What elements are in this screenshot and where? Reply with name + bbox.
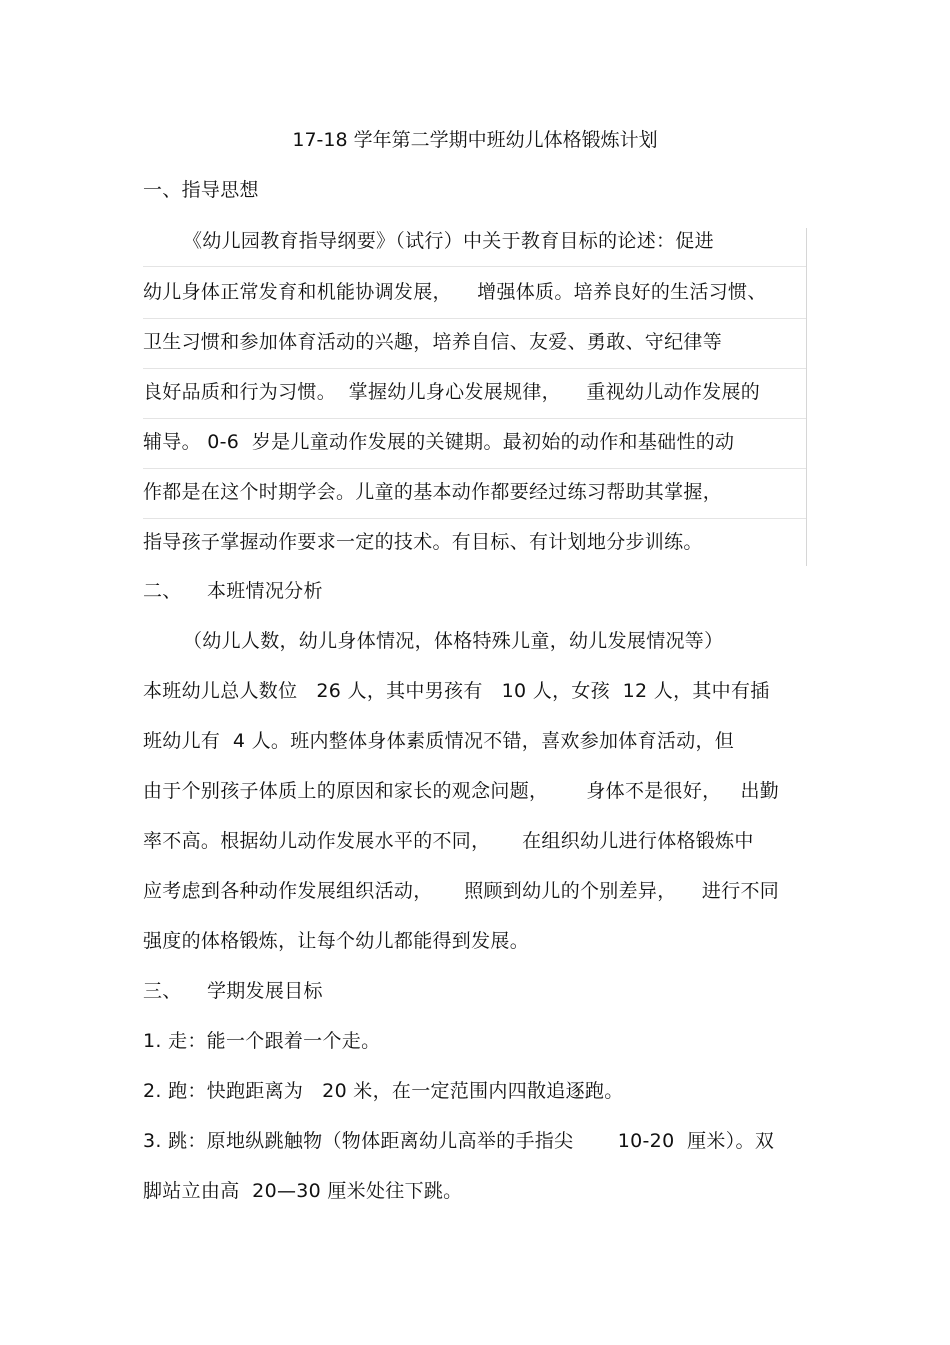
list-item: 1. 走：能一个跟着一个走。 bbox=[143, 1030, 381, 1052]
paragraph-line: 由于个别孩子体质上的原因和家长的观念问题， 身体不是很好， 出勤 bbox=[143, 780, 780, 802]
rule-line bbox=[143, 518, 807, 519]
rule-line bbox=[806, 228, 807, 566]
rule-line bbox=[143, 418, 807, 419]
section-heading: 二、 本班情况分析 bbox=[143, 580, 323, 602]
paragraph-line: 指导孩子掌握动作要求一定的技术。有目标、有计划地分步训练。 bbox=[143, 531, 703, 553]
document-title: 17-18 学年第二学期中班幼儿体格锻炼计划 bbox=[292, 129, 658, 151]
rule-line bbox=[143, 368, 807, 369]
list-item: 3. 跳：原地纵跳触物（物体距离幼儿高举的手指尖 10-20 厘米）。双 bbox=[143, 1130, 775, 1152]
paragraph-line: 辅导。 0-6 岁是儿童动作发展的关键期。最初始的动作和基础性的动 bbox=[143, 431, 735, 453]
rule-line bbox=[143, 318, 807, 319]
rule-line bbox=[143, 266, 807, 267]
paragraph-line: 应考虑到各种动作发展组织活动， 照顾到幼儿的个别差异， 进行不同 bbox=[143, 880, 780, 902]
paragraph-line: 良好品质和行为习惯。 掌握幼儿身心发展规律， 重视幼儿动作发展的 bbox=[143, 381, 761, 403]
list-item: 2. 跑：快跑距离为 20 米，在一定范围内四散追逐跑。 bbox=[143, 1080, 624, 1102]
paragraph-line: 卫生习惯和参加体育活动的兴趣，培养自信、友爱、勇敢、守纪律等 bbox=[143, 331, 723, 353]
list-item: 脚站立由高 20—30 厘米处往下跳。 bbox=[143, 1180, 463, 1202]
paragraph-line: 率不高。根据幼儿动作发展水平的不同， 在组织幼儿进行体格锻炼中 bbox=[143, 830, 754, 852]
section-note: （幼儿人数，幼儿身体情况，体格特殊儿童，幼儿发展情况等） bbox=[183, 630, 724, 652]
paragraph-line: 强度的体格锻炼，让每个幼儿都能得到发展。 bbox=[143, 930, 530, 952]
paragraph-line: 作都是在这个时期学会。儿童的基本动作都要经过练习帮助其掌握， bbox=[143, 481, 723, 503]
paragraph-line: 本班幼儿总人数位 26 人，其中男孩有 10 人，女孩 12 人，其中有插 bbox=[143, 680, 770, 702]
paragraph-line: 班幼儿有 4 人。班内整体身体素质情况不错，喜欢参加体育活动，但 bbox=[143, 730, 735, 752]
section-heading: 三、 学期发展目标 bbox=[143, 980, 323, 1002]
section-heading: 一、指导思想 bbox=[143, 179, 259, 201]
paragraph-line: 幼儿身体正常发育和机能协调发展， 增强体质。培养良好的生活习惯、 bbox=[143, 281, 767, 303]
paragraph-line: 《幼儿园教育指导纲要》（试行）中关于教育目标的论述：促进 bbox=[183, 230, 714, 252]
rule-line bbox=[143, 468, 807, 469]
